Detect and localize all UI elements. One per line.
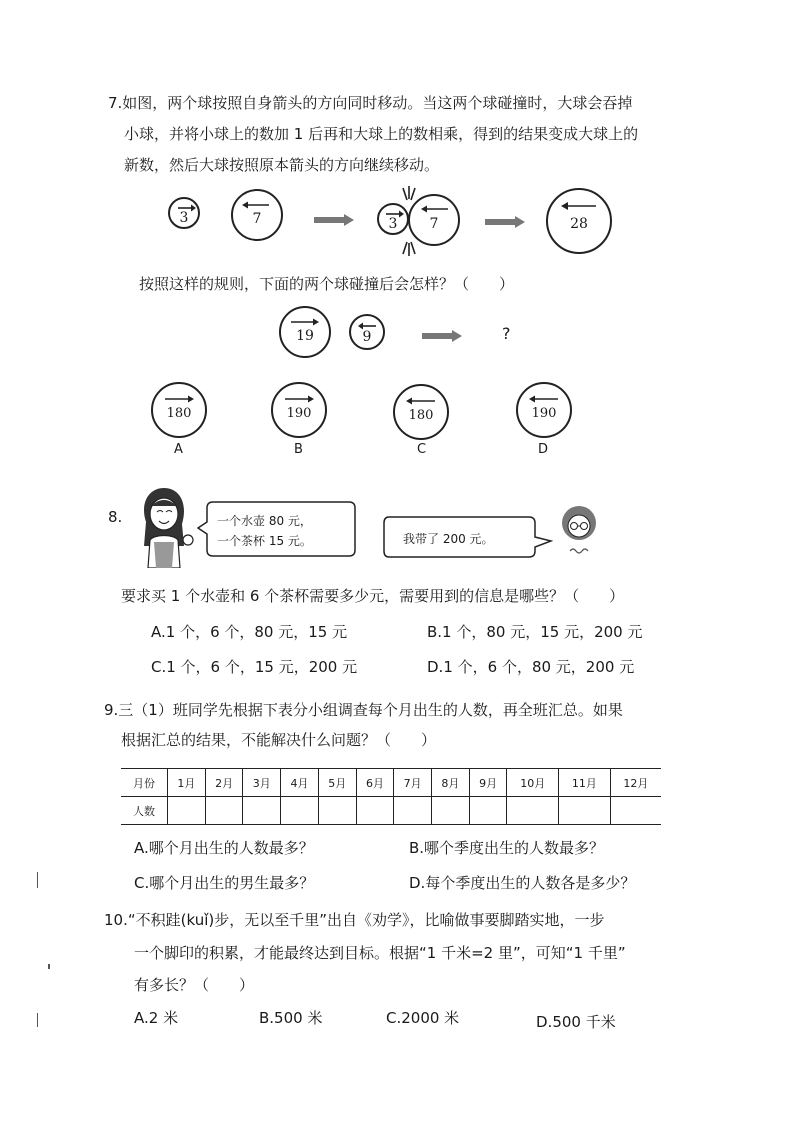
birth-month-table: [121, 768, 661, 825]
q9-option-a[interactable]: A.哪个月出生的人数最多？: [134, 839, 314, 857]
table-month-cell: 12月: [610, 769, 661, 797]
table-row-label: 人数: [121, 797, 168, 825]
q10-option-b[interactable]: B.500 米: [259, 1009, 323, 1027]
q9-line-2: 根据汇总的结果，不能解决什么问题？（ ）: [121, 731, 437, 749]
option-c-number: 180: [408, 408, 434, 423]
problem-ball-large-number: 19: [296, 328, 314, 344]
example-ball-small: [168, 197, 200, 229]
table-empty-cell: [469, 797, 507, 825]
table-empty-cell: [168, 797, 206, 825]
q10-line-3: 有多长？（ ）: [134, 976, 255, 994]
table-month-cell: 5月: [318, 769, 356, 797]
arrow-right-icon: [485, 216, 525, 228]
q8-option-c[interactable]: C.1 个，6 个，15 元，200 元: [151, 658, 358, 676]
q7-line-3: 新数，然后大球按照原本箭头的方向继续移动。: [124, 156, 440, 174]
table-header-row: [121, 769, 661, 797]
option-c-letter: C: [417, 442, 427, 457]
option-b-number: 190: [286, 406, 312, 421]
arrow-right-icon: [314, 214, 354, 226]
table-month-cell: 8月: [432, 769, 470, 797]
collision-burst-icon: [393, 186, 423, 256]
q8-question: 要求买 1 个水壶和 6 个茶杯需要多少元，需要用到的信息是哪些？（ ）: [121, 587, 625, 605]
q10-option-d[interactable]: D.500 千米: [536, 1013, 616, 1031]
table-empty-cell: [356, 797, 394, 825]
table-count-row: [121, 797, 661, 825]
table-month-cell: 10月: [507, 769, 559, 797]
boy-speech-bubble: [383, 515, 553, 559]
q10-line-2: 一个脚印的积累，才能最终达到目标。根据“1 千米=2 里”，可知“1 千里”: [134, 944, 626, 962]
arrow-right-icon: [422, 330, 462, 342]
table-month-cell: 7月: [394, 769, 432, 797]
option-c-ball[interactable]: [393, 384, 449, 440]
option-d-number: 190: [531, 406, 557, 421]
scan-edge-mark: [37, 872, 38, 888]
q10-line-1: 10.“不积跬(kuǐ)步，无以至千里”出自《劝学》，比喻做事要脚踏实地，一步: [104, 911, 605, 929]
q8-option-d[interactable]: D.1 个，6 个，80 元，200 元: [427, 658, 635, 676]
table-month-cell: 11月: [559, 769, 611, 797]
q8-number: 8.: [108, 508, 123, 526]
scan-edge-mark: [37, 1013, 38, 1027]
table-empty-cell: [559, 797, 611, 825]
q7-unknown-result: ?: [502, 324, 511, 343]
table-month-cell: 2月: [205, 769, 243, 797]
girl-speech-bubble: [197, 500, 357, 558]
table-empty-cell: [243, 797, 281, 825]
table-empty-cell: [318, 797, 356, 825]
collide-ball-large-number: 7: [429, 216, 439, 232]
option-a-letter: A: [174, 442, 183, 457]
q7-question: 按照这样的规则，下面的两个球碰撞后会怎样？（ ）: [139, 275, 515, 293]
problem-ball-small-number: 9: [362, 329, 372, 345]
table-month-cell: 9月: [469, 769, 507, 797]
girl-illustration: [134, 484, 194, 568]
table-empty-cell: [205, 797, 243, 825]
example-ball-small-number: 3: [179, 210, 189, 226]
table-month-cell: 1月: [168, 769, 206, 797]
boy-bubble-text: 我带了 200 元。: [403, 532, 494, 546]
table-empty-cell: [610, 797, 661, 825]
table-empty-cell: [394, 797, 432, 825]
q8-option-a[interactable]: A.1 个，6 个，80 元，15 元: [151, 623, 348, 641]
q7-line-2: 小球，并将小球上的数加 1 后再和大球上的数相乘，得到的结果变成大球上的: [124, 125, 639, 143]
q10-option-c[interactable]: C.2000 米: [386, 1009, 460, 1027]
table-month-cell: 6月: [356, 769, 394, 797]
option-b-letter: B: [294, 442, 303, 457]
option-a-ball[interactable]: [151, 382, 207, 438]
collide-ball-small-number: 3: [388, 216, 398, 232]
q9-option-b[interactable]: B.哪个季度出生的人数最多？: [409, 839, 605, 857]
girl-bubble-line-2: 一个茶杯 15 元。: [217, 534, 312, 548]
problem-ball-small: [349, 314, 385, 350]
result-ball: [546, 188, 612, 254]
q9-line-1: 9.三（1）班同学先根据下表分小组调查每个月出生的人数，再全班汇总。如果: [104, 701, 623, 719]
table-empty-cell: [507, 797, 559, 825]
q10-option-a[interactable]: A.2 米: [134, 1009, 179, 1027]
girl-bubble-line-1: 一个水壶 80 元，: [217, 514, 312, 528]
q8-option-b[interactable]: B.1 个，80 元，15 元，200 元: [427, 623, 643, 641]
q7-line-1: 7.如图，两个球按照自身箭头的方向同时移动。当这两个球碰撞时，大球会吞掉: [108, 94, 633, 112]
option-a-number: 180: [166, 406, 192, 421]
table-empty-cell: [432, 797, 470, 825]
problem-ball-large: [279, 306, 331, 358]
table-empty-cell: [281, 797, 319, 825]
table-header-label: 月份: [121, 769, 168, 797]
example-ball-large: [231, 189, 283, 241]
example-ball-large-number: 7: [252, 211, 262, 227]
option-b-ball[interactable]: [271, 382, 327, 438]
result-ball-number: 28: [570, 216, 588, 232]
scan-edge-mark: [48, 964, 50, 969]
boy-illustration: [558, 503, 600, 555]
table-month-cell: 4月: [281, 769, 319, 797]
q9-option-d[interactable]: D.每个季度出生的人数各是多少？: [409, 874, 636, 892]
table-month-cell: 3月: [243, 769, 281, 797]
option-d-ball[interactable]: [516, 382, 572, 438]
option-d-letter: D: [538, 442, 549, 457]
q9-option-c[interactable]: C.哪个月出生的男生最多？: [134, 874, 315, 892]
